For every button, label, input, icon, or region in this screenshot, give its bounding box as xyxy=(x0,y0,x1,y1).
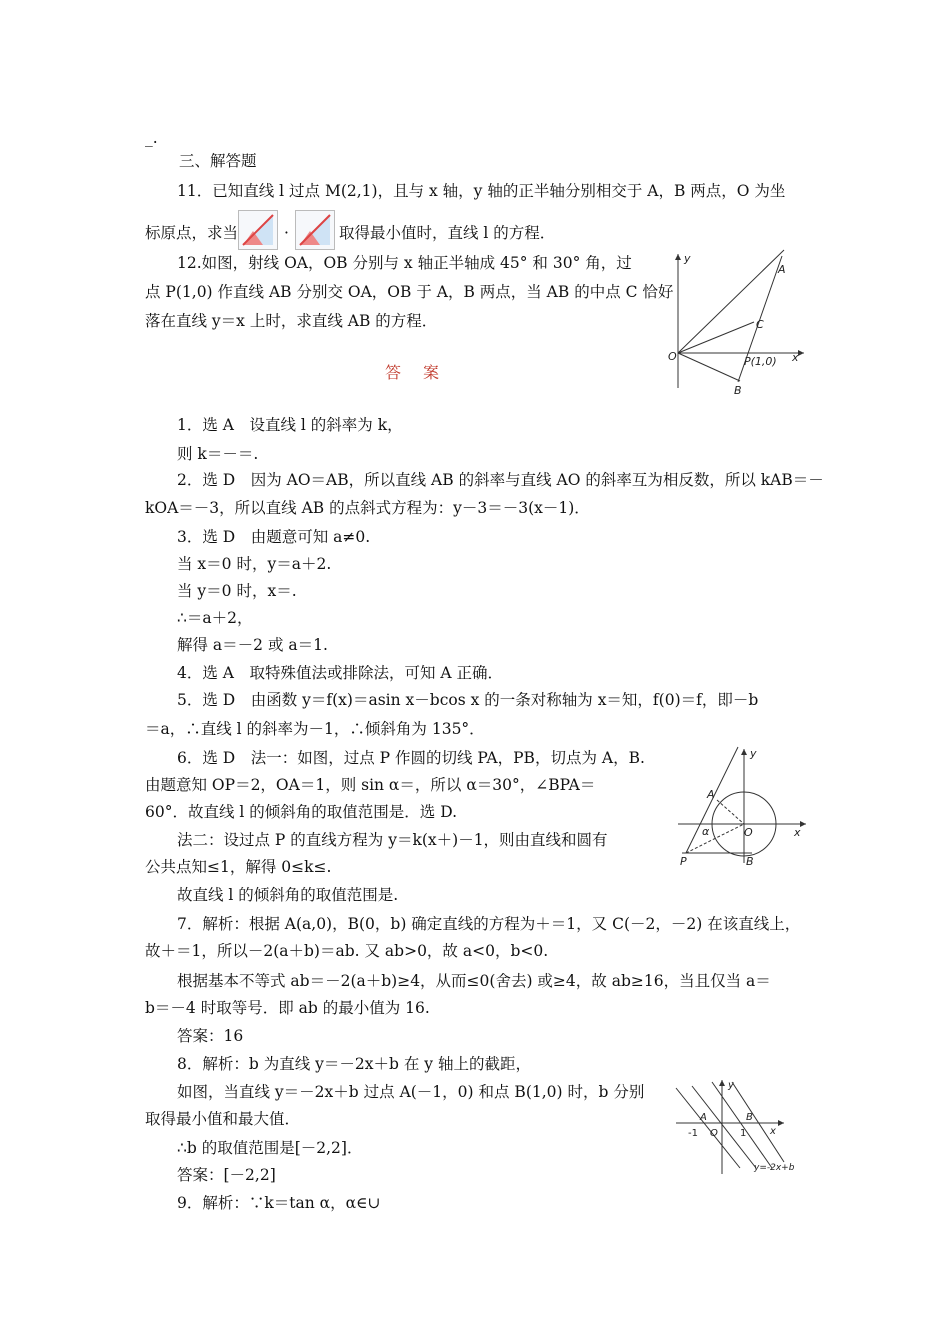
label-b: B xyxy=(746,1112,753,1123)
q11-prefix: 标原点，求当 xyxy=(145,224,239,242)
answer-line: 当 y＝0 时，x＝. xyxy=(177,582,297,600)
answer-line: 7．解析：根据 A(a,0)，B(0，b) 确定直线的方程为＋＝1，又 C(－2，－2) 在该直线上， xyxy=(177,915,801,933)
answer-line: 故直线 l 的倾斜角的取值范围是. xyxy=(177,886,399,904)
label-a: A xyxy=(700,1112,707,1123)
answer-line: 5．选 D 由函数 y＝f(x)＝asin x－bcos x 的一条对称轴为 x＝知，f(0)＝f，即－b xyxy=(177,691,759,709)
answer-line: b＝－4 时取等号．即 ab 的最小值为 16. xyxy=(145,999,430,1017)
q11-suffix: 取得最小值时，直线 l 的方程． xyxy=(338,224,556,242)
label-p: P xyxy=(680,855,687,868)
label-a: A xyxy=(778,263,786,276)
answer-line: 60°．故直线 l 的倾斜角的取值范围是．选 D. xyxy=(145,803,458,821)
answer-line: 2．选 D 因为 AO＝AB，所以直线 AB 的斜率与直线 AO 的斜率互为相反数，所以 kAB＝－ xyxy=(177,471,824,489)
answer-line: 4．选 A 取特殊值法或排除法，可知 A 正确． xyxy=(177,664,504,682)
answer-line: 由题意知 OP＝2，OA＝1，则 sin α＝，所以 α＝30°，∠BPA＝ xyxy=(145,776,596,794)
label-one: 1 xyxy=(740,1128,747,1139)
figure-q12 xyxy=(660,248,810,398)
answer-line: ＝a，∴直线 l 的斜率为－1，∴倾斜角为 135°． xyxy=(145,720,485,738)
answer-line: 3．选 D 由题意可知 a≠0. xyxy=(177,528,371,546)
label-neg1: -1 xyxy=(688,1128,698,1139)
label-y: y xyxy=(684,252,691,265)
label-x: x xyxy=(770,1126,776,1137)
answer-line: 9．解析：∵k＝tan α，α∈∪ xyxy=(177,1194,381,1212)
vector-image-icon xyxy=(238,210,278,250)
answer-line: ∴＝a＋2， xyxy=(177,609,253,627)
figure-q6 xyxy=(674,745,814,870)
label-x: x xyxy=(792,351,799,364)
label-alpha: α xyxy=(702,825,710,838)
line-label: y=-2x+b xyxy=(754,1163,795,1173)
figure-q8 xyxy=(672,1078,814,1178)
q12-line2: 点 P(1,0) 作直线 AB 分别交 OA，OB 于 A，B 两点，当 AB 的中点 C 恰好 xyxy=(145,283,674,301)
answer-line: 根据基本不等式 ab＝－2(a＋b)≥4，从而≤0(舍去) 或≥4，故 ab≥16，当且仅当 a＝ xyxy=(177,972,771,990)
answer-line: 公共点知≤1，解得 0≤k≤. xyxy=(145,858,332,876)
label-x: x xyxy=(794,826,801,839)
answer-line: 6．选 D 法一：如图，过点 P 作圆的切线 PA，PB，切点为 A，B. xyxy=(177,749,645,767)
label-y: y xyxy=(728,1080,734,1091)
answer-line: 故＋＝1，所以－2(a＋b)＝ab. 又 ab>0，故 a<0，b<0. xyxy=(145,942,549,960)
answer-line: 取得最小值和最大值． xyxy=(145,1110,301,1128)
label-b: B xyxy=(746,855,754,868)
answer-line: 解得 a＝－2 或 a＝1. xyxy=(177,636,328,654)
q12-line3: 落在直线 y＝x 上时，求直线 AB 的方程． xyxy=(145,312,438,330)
label-c: C xyxy=(756,318,764,331)
section-heading: 三、解答题 xyxy=(179,152,257,170)
answer-line: 答案：16 xyxy=(177,1027,244,1045)
answer-line: 8．解析：b 为直线 y＝－2x＋b 在 y 轴上的截距， xyxy=(177,1055,531,1073)
answer-line: 1．选 A 设直线 l 的斜率为 k， xyxy=(177,416,403,434)
answer-line: 当 x＝0 时，y＝a＋2. xyxy=(177,555,332,573)
answers-title: 答案 xyxy=(385,363,462,382)
answer-line: kOA＝－3，所以直线 AB 的点斜式方程为：y－3＝－3(x－1)． xyxy=(145,499,590,517)
top-mark: _. xyxy=(145,129,158,147)
answer-line: 如图，当直线 y＝－2x＋b 过点 A(－1，0) 和点 B(1,0) 时，b 分别 xyxy=(177,1083,645,1101)
vector-image-icon xyxy=(295,210,335,250)
label-o: O xyxy=(668,350,677,363)
answer-line: 法二：设过点 P 的直线方程为 y＝k(x＋)－1，则由直线和圆有 xyxy=(177,831,608,849)
label-y: y xyxy=(750,747,757,760)
label-b: B xyxy=(734,384,742,397)
label-o: O xyxy=(744,826,753,839)
q11-line2 xyxy=(145,214,555,254)
dot-product: · xyxy=(284,224,289,242)
label-a: A xyxy=(707,788,715,801)
q12-line1: 12.如图，射线 OA，OB 分别与 x 轴正半轴成 45° 和 30° 角，过 xyxy=(177,254,632,272)
answer-line: 则 k＝－＝. xyxy=(177,445,259,463)
answer-line: 答案：[－2,2] xyxy=(177,1166,276,1184)
label-o: O xyxy=(710,1128,718,1139)
answer-line: ∴b 的取值范围是[－2,2]． xyxy=(177,1139,363,1157)
q11-line1: 11．已知直线 l 过点 M(2,1)，且与 x 轴，y 轴的正半轴分别相交于 A，B 两点，O 为坐 xyxy=(177,182,786,200)
label-p: P(1,0) xyxy=(744,355,777,368)
